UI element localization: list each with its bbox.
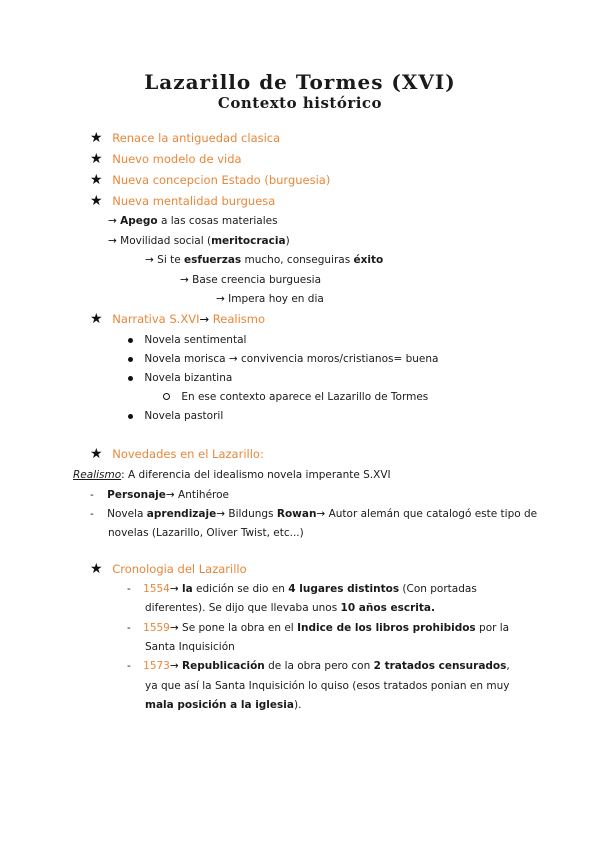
chrono-entry-1573-cont: ya que así la Santa Inquisición lo quiso (esos tratados ponian en muy bbox=[145, 680, 510, 692]
sub-item-apego: → Apego a las cosas materiales bbox=[108, 215, 278, 227]
arrow-icon: → bbox=[216, 508, 226, 520]
arrow-icon: → bbox=[169, 660, 179, 672]
sub-item-movilidad: → Movilidad social (meritocracia) bbox=[108, 235, 290, 247]
list-item: Novela morisca → convivencia moros/cristianos= buena bbox=[128, 352, 438, 366]
list-item: Novela pastoril bbox=[128, 409, 223, 423]
bullet-icon bbox=[128, 338, 133, 343]
sub-item-esfuerzo: → Si te esfuerzas mucho, conseguiras éxito bbox=[145, 254, 384, 266]
sub-item-impera: → Impera hoy en dia bbox=[216, 293, 324, 305]
chrono-entry-1554-cont: diferentes). Se dijo que llevaba unos 10 años escrita. bbox=[145, 602, 435, 614]
dash-icon: - bbox=[127, 660, 131, 672]
star-item-cronologia: ★ Cronologia del Lazarillo bbox=[90, 561, 247, 577]
star-item: ★ Nueva mentalidad burguesa bbox=[90, 193, 276, 209]
chrono-entry-1559-cont: Santa Inquisición bbox=[145, 641, 235, 653]
star-item: ★ Nuevo modelo de vida bbox=[90, 151, 242, 167]
star-icon: ★ bbox=[90, 172, 103, 188]
bullet-icon bbox=[128, 376, 133, 381]
star-icon: ★ bbox=[90, 446, 103, 462]
dash-icon: - bbox=[90, 508, 94, 520]
dash-icon: - bbox=[127, 622, 131, 634]
chrono-entry-1573-cont2: mala posición a la iglesia). bbox=[145, 699, 302, 711]
arrow-icon: → bbox=[165, 489, 175, 501]
arrow-icon: → bbox=[145, 254, 154, 266]
arrow-icon: → bbox=[169, 622, 179, 634]
arrow-icon: → bbox=[316, 508, 326, 520]
sub-item-base: → Base creencia burguesia bbox=[180, 274, 322, 286]
circle-bullet-icon bbox=[163, 393, 170, 400]
arrow-icon: → bbox=[199, 312, 210, 326]
arrow-icon: → bbox=[169, 583, 179, 595]
realismo-line: Realismo: A diferencia del idealismo novela imperante S.XVI bbox=[73, 469, 391, 481]
star-item: ★ Renace la antiguedad clasica bbox=[90, 130, 281, 146]
dash-item-personaje: - Personaje→ Antihéroe bbox=[90, 489, 229, 501]
chrono-entry-1573: - 1573→ Republicación de la obra pero con 2 tratados censurados, bbox=[127, 660, 510, 672]
aprendizaje-continued: novelas (Lazarillo, Oliver Twist, etc...) bbox=[108, 527, 304, 539]
chrono-entry-1559: - 1559→ Se pone la obra en el Indice de los libros prohibidos por la bbox=[127, 622, 510, 634]
bullet-icon bbox=[128, 414, 133, 419]
page-subtitle: Contexto histórico bbox=[217, 94, 383, 112]
dash-item-aprendizaje: - Novela aprendizaje→ Bildungs Rowan→ Autor alemán que catalogó este tipo de bbox=[90, 508, 538, 520]
star-item-narrativa: ★ Narrativa S.XVI→ Realismo bbox=[90, 311, 265, 327]
list-item: Novela bizantina bbox=[128, 371, 232, 385]
arrow-icon: → bbox=[108, 235, 117, 247]
star-item: ★ Nueva concepcion Estado (burguesia) bbox=[90, 172, 331, 188]
chrono-entry-1554: - 1554→ la edición se dio en 4 lugares distintos (Con portadas bbox=[127, 583, 477, 595]
list-item-nested: En ese contexto aparece el Lazarillo de Tormes bbox=[163, 390, 428, 404]
arrow-icon: → bbox=[108, 215, 117, 227]
star-icon: ★ bbox=[90, 561, 103, 577]
star-icon: ★ bbox=[90, 151, 103, 167]
dash-icon: - bbox=[127, 583, 131, 595]
arrow-icon: → bbox=[216, 293, 225, 305]
arrow-icon: → bbox=[180, 274, 189, 286]
star-icon: ★ bbox=[90, 130, 103, 146]
star-item-novedades: ★ Novedades en el Lazarillo: bbox=[90, 446, 264, 462]
star-icon: ★ bbox=[90, 193, 103, 209]
list-item: Novela sentimental bbox=[128, 333, 246, 347]
bullet-icon bbox=[128, 357, 133, 362]
page-title: Lazarillo de Tormes (XVI) bbox=[144, 70, 456, 94]
star-icon: ★ bbox=[90, 311, 103, 327]
dash-icon: - bbox=[90, 489, 94, 501]
